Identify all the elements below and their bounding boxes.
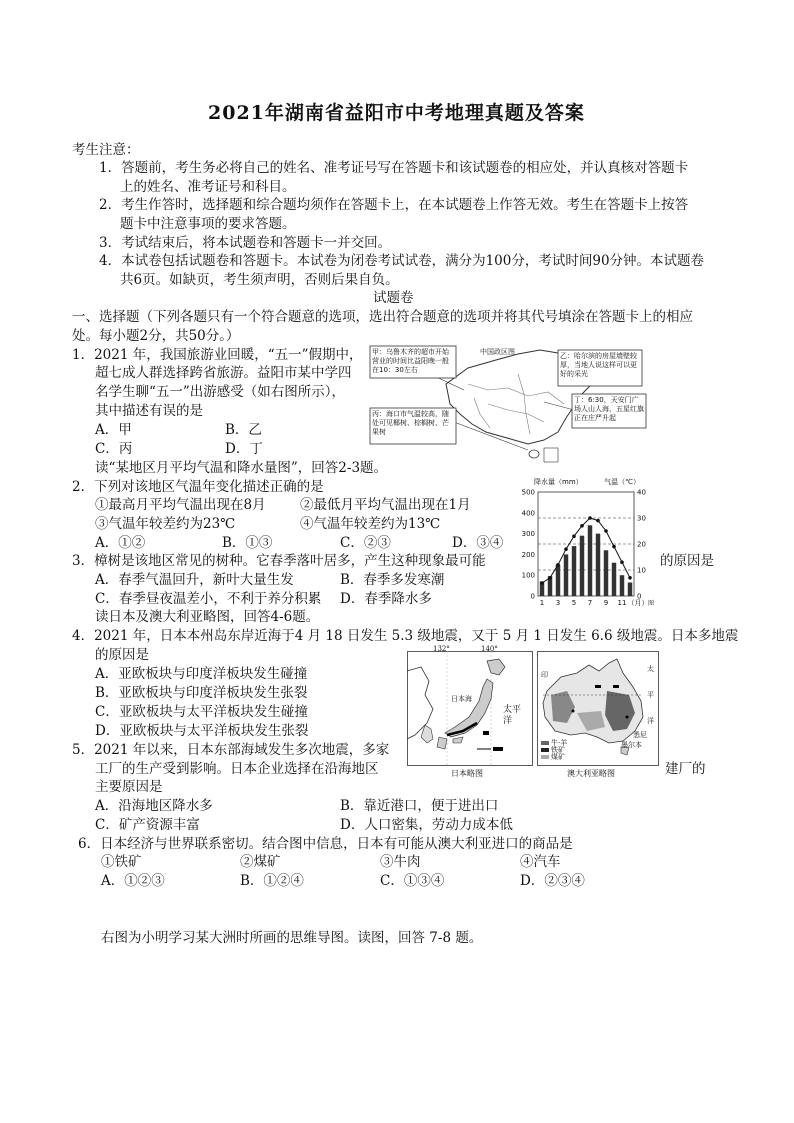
q78-intro: 右图为小明学习某大洲时所画的思维导图。读图，回答 7-8 题。 [101, 930, 483, 946]
q3-option-c: C．春季昼夜温差小，不利于养分积累 [95, 591, 322, 607]
left-tick-label: 100 [521, 571, 535, 580]
q5-stem-end: 建厂的 [665, 761, 706, 777]
temperature-point [556, 563, 560, 567]
japan-lon-2: 140° [481, 645, 498, 653]
right-tick-label: 30 [637, 514, 646, 523]
q2-option-d: D．③④ [452, 535, 504, 551]
notice-item: 4．本试卷包括试题卷和答题卡。本试卷为闭卷考试试卷，满分为100分，考试时间90分钟。本试题卷 [99, 253, 705, 269]
q5-option-b: B．靠近港口，便于进出口 [340, 798, 499, 814]
australia-map-caption: 澳大利亚略图 [567, 769, 615, 778]
temperature-point [604, 529, 608, 533]
temperature-point [620, 560, 624, 564]
q6-option-c: C．①③④ [380, 873, 445, 889]
read-instruction: 读“某地区月平均气温和降水量图”，回答2-3题。 [95, 460, 388, 476]
notice-item: 共6页。如缺页，考生须声明，否则后果自负。 [120, 272, 399, 288]
q2-item-1: ①最高月平均气温出现在8月 [95, 497, 266, 513]
precip-bar [620, 575, 624, 596]
q4-option-a: A．亚欧板块与印度洋板块发生碰撞 [95, 666, 308, 682]
right-tick-label: 0 [637, 592, 642, 601]
q1-stem: 1．2021 年，我国旅游业回暖，“五一”假期中， [72, 347, 363, 363]
temperature-point [572, 534, 576, 538]
precip-bar [556, 565, 560, 596]
precip-bar [604, 550, 608, 596]
q3-stem: 3．樟树是该地区常见的树种。它春季落叶居多，产生这种现象最可能 [72, 553, 486, 569]
q6-stem: 6．日本经济与世界联系密切。结合图中信息，日本有可能从澳大利亚进口的商品是 [78, 836, 573, 852]
q2-item-2: ②最低月平均气温出现在1月 [300, 497, 471, 513]
q5-option-d: D．人口密集，劳动力成本低 [340, 817, 513, 833]
x-tick-label: 1 [539, 599, 545, 607]
q5-stem: 主要原因是 [95, 779, 163, 795]
precip-bar [588, 525, 592, 596]
temperature-point [548, 576, 552, 580]
q2-item-4: ④气温年较差约为13℃ [300, 516, 441, 532]
section-intro: 处。每小题2分，共50分。） [72, 328, 240, 344]
q4-stem: 4．2021 年，日本本州岛东岸近海于4 月 18 日发生 5.3 级地震，又于 5 月 1 日发生 6.6 级地震。日本多地震 [72, 628, 739, 644]
q1-stem: 其中描述有误的是 [95, 403, 203, 419]
climate-chart [512, 472, 660, 612]
aus-label-yang: 洋 [647, 717, 654, 725]
x-tick-label: 7 [587, 599, 593, 607]
notice-heading: 考生注意： [72, 142, 140, 158]
aus-legend-coal: 煤矿 [551, 753, 565, 761]
precip-bar [612, 563, 616, 596]
temperature-point [612, 545, 616, 549]
notice-item: 题卡中注意事项的要求答题。 [120, 216, 296, 232]
right-tick-label: 10 [637, 566, 646, 575]
temperature-point [588, 516, 592, 520]
section-label: 试题卷 [373, 290, 414, 306]
right-axis-title: 气温（℃） [604, 478, 640, 486]
japan-map-caption: 日本略图 [451, 769, 483, 778]
pacific-label: 太平洋 [503, 705, 522, 726]
aus-label-melbourne: 墨尔本 [621, 741, 642, 749]
notice-item: 1．答题前，考生务必将自己的姓名、准考证号写在答题卡和该试题卷的相应处，并认真核对答题卡 [99, 160, 689, 176]
aus-label-yin: 印 [541, 671, 548, 679]
q1-option-d: D．丁 [225, 441, 263, 457]
x-tick-label: 5 [571, 599, 577, 607]
precip-bar [596, 534, 600, 596]
read-instruction: 读日本及澳大利亚略图，回答4-6题。 [95, 609, 320, 625]
q6-item-1: ①铁矿 [101, 854, 142, 870]
x-tick-label: 3 [555, 599, 561, 607]
japan-lon-1: 132° [433, 645, 450, 653]
left-tick-label: 500 [521, 488, 535, 497]
left-tick-label: 0 [530, 592, 535, 601]
aus-label-ping: 平 [647, 691, 654, 699]
left-tick-label: 300 [521, 530, 535, 539]
q4-option-b: B．亚欧板块与印度洋板块发生张裂 [95, 685, 308, 701]
q4-option-c: C．亚欧板块与太平洋板块发生碰撞 [95, 704, 308, 720]
china-map-title: 中国政区图 [480, 348, 515, 356]
q1-option-a: A．甲 [95, 422, 132, 438]
precip-bar [580, 536, 584, 596]
right-tick-label: 20 [637, 540, 646, 549]
q3-stem-end: 的原因是 [660, 553, 714, 569]
q1-stem: 超七成人群选择跨省旅游。益阳市某中学四 [95, 365, 352, 381]
temperature-point [628, 576, 632, 580]
q5-option-c: C．矿产资源丰富 [95, 817, 200, 833]
q6-item-3: ③牛肉 [380, 854, 421, 870]
notice-item: 3．考试结束后，将本试题卷和答题卡一并交回。 [99, 235, 392, 251]
bubble-bing: 丙：海口市气温较高，随处可见椰树、棕榈树、芒果树 [372, 410, 449, 436]
q3-option-d: D．春季降水多 [340, 591, 432, 607]
q4-stem: 的原因是 [95, 647, 149, 663]
temperature-point [540, 581, 544, 585]
left-axis-title: 降水量（mm） [534, 478, 583, 486]
precip-bar [628, 582, 632, 596]
x-tick-label: 11 [617, 599, 627, 607]
aus-label-tai: 太 [647, 665, 654, 673]
right-tick-label: 40 [637, 488, 646, 497]
precip-bar [572, 546, 576, 596]
section-intro: 一、选择题（下列各题只有一个符合题意的选项，选出符合题意的选项并将其代号填涂在答题卡上的相应 [72, 309, 693, 325]
q5-option-a: A．沿海地区降水多 [95, 798, 213, 814]
bubble-jia: 甲：乌鲁木齐的超市开始营业的时间比益阳晚一般在10：30左右 [372, 348, 449, 374]
temperature-point [596, 519, 600, 523]
q1-stem: 名学生聊“五一”出游感受（如右图所示）， [95, 384, 346, 400]
q6-option-a: A．①②③ [101, 873, 165, 889]
bubble-ding: 丁：6:30，天安门广场人山人海，五星红旗正在庄严升起 [574, 396, 644, 422]
q5-stem: 5．2021 年以来，日本东部海域发生多次地震，多家 [72, 742, 390, 758]
left-tick-label: 400 [521, 509, 535, 518]
q4-option-d: D．亚欧板块与太平洋板块发生张裂 [95, 723, 309, 739]
q6-option-d: D．②③④ [520, 873, 585, 889]
japan-sea-label: 日本海 [451, 695, 472, 703]
q1-option-c: C．丙 [95, 441, 133, 457]
q6-option-b: B．①②④ [240, 873, 304, 889]
temperature-point [564, 547, 568, 551]
q2-option-c: C．②③ [340, 535, 391, 551]
bubble-yi: 乙：哈尔滨的房屋墙壁较厚，当地人说这样可以更好的采光 [560, 352, 637, 378]
notice-item: 2．考生作答时，选择题和综合题均须作在答题卡上，在本试题卷上作答无效。考生在答题卡上按答 [99, 197, 689, 213]
australia-map-figure [537, 651, 659, 781]
q2-stem: 2．下列对该地区气温年变化描述正确的是 [72, 479, 324, 495]
page-title: 2021年湖南省益阳市中考地理真题及答案 [208, 102, 585, 124]
japan-map-figure [407, 645, 533, 781]
aus-legend-livestock: 牛·羊 [551, 739, 568, 747]
q6-item-4: ④汽车 [520, 854, 561, 870]
precip-bar [564, 554, 568, 596]
figure-note: 图 [648, 600, 655, 607]
q1-option-b: B．乙 [225, 422, 262, 438]
q2-option-b: B．①③ [222, 535, 273, 551]
temperature-point [580, 524, 584, 528]
q6-item-2: ②煤矿 [240, 854, 281, 870]
q2-item-3: ③气温年较差约为23℃ [95, 516, 236, 532]
china-map-figure [368, 344, 648, 466]
aus-legend-iron: 铁矿 [551, 746, 565, 754]
temperature-line [542, 518, 630, 583]
q3-option-a: A．春季气温回升，新叶大量生发 [95, 572, 294, 588]
aus-label-sydney: 悉尼 [633, 731, 647, 739]
q5-stem: 工厂的生产受到影响。日本企业选择在沿海地区 [95, 761, 379, 777]
left-tick-label: 200 [521, 550, 535, 559]
q3-option-b: B．春季多发寒潮 [340, 572, 445, 588]
x-axis-title: （月） [627, 599, 649, 607]
notice-item: 上的姓名、准考证号和科目。 [120, 179, 296, 195]
x-tick-label: 9 [603, 599, 609, 607]
q2-option-a: A．①② [95, 535, 146, 551]
